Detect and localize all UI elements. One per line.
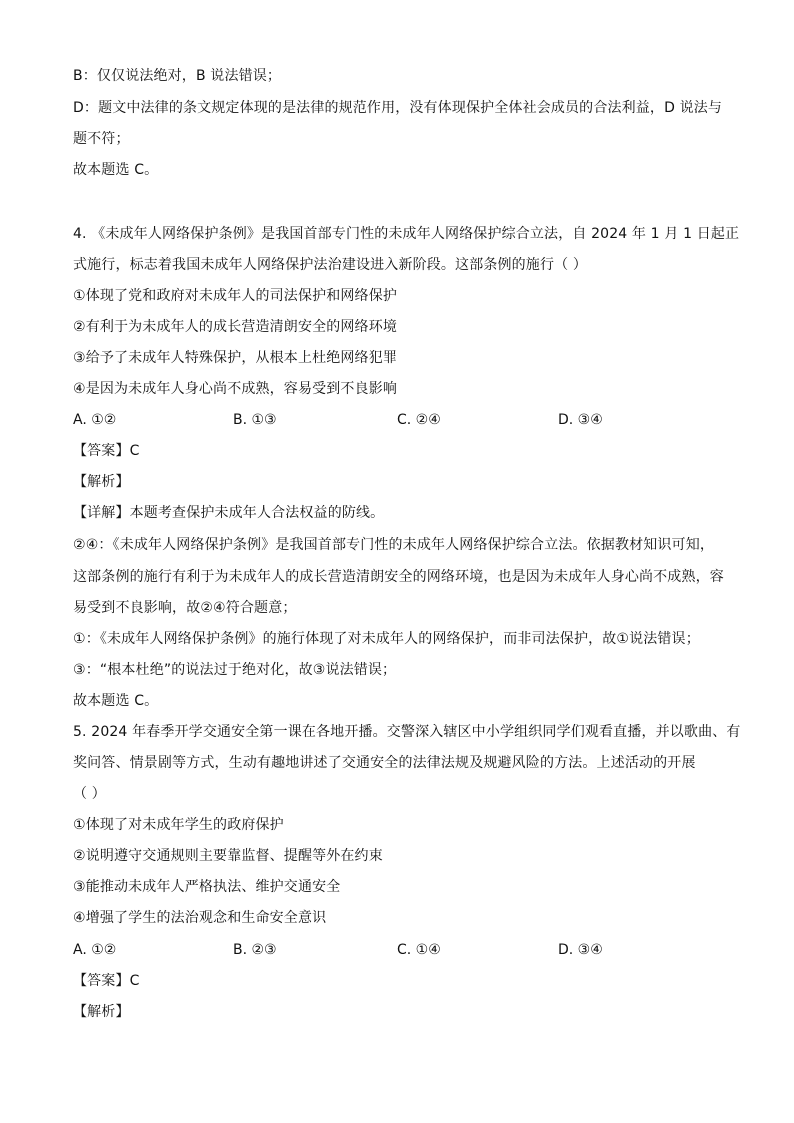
prev-option-b-explanation: B：仅仅说法绝对，B 说法错误；	[73, 68, 282, 84]
q5-options	[73, 940, 733, 960]
q4-stem-line2: 式施行，标志着我国未成年人网络保护法治建设进入新阶段。这部条例的施行（ ）	[73, 257, 587, 273]
q5-stem-line2: 奖问答、情景剧等方式，生动有趣地讲述了交通安全的法律法规及规避风险的方法。上述活动的开展	[73, 755, 696, 771]
q5-item-4: ④增强了学生的法治观念和生命安全意识	[73, 910, 327, 926]
q4-option-c: C. ②④	[397, 412, 441, 428]
q4-explanation-line5: ③：“根本杜绝”的说法过于绝对化，故③说法错误；	[73, 662, 397, 678]
q5-answer: 【答案】C	[73, 973, 140, 989]
prev-conclusion: 故本题选 C。	[73, 162, 159, 178]
q4-explanation-line1: ②④：《未成年人网络保护条例》是我国首部专门性的未成年人网络保护综合立法。依据教材知识可知，	[73, 537, 714, 553]
q5-option-b: B. ②③	[233, 942, 277, 958]
q4-stem-line1: 4. 《未成年人网络保护条例》是我国首部专门性的未成年人网络保护综合立法，自 2024 年 1 月 1 日起正	[73, 226, 740, 242]
q5-item-1: ①体现了对未成年学生的政府保护	[73, 817, 284, 833]
q4-analysis-label: 【解析】	[73, 474, 130, 490]
q4-item-3: ③给予了未成年人特殊保护，从根本上杜绝网络犯罪	[73, 350, 397, 366]
q5-analysis-label: 【解析】	[73, 1004, 130, 1020]
q4-answer: 【答案】C	[73, 443, 140, 459]
prev-option-d-explanation-cont: 题不符；	[73, 131, 130, 147]
q5-stem-line3: （ ）	[73, 786, 106, 802]
q5-option-c: C. ①④	[397, 942, 441, 958]
q4-detail: 【详解】本题考查保护未成年人合法权益的防线。	[73, 505, 385, 521]
q4-explanation-line3: 易受到不良影响，故②④符合题意；	[73, 600, 297, 616]
prev-option-d-explanation: D：题文中法律的条文规定体现的是法律的规范作用，没有体现保护全体社会成员的合法利益，D 说法与	[73, 100, 723, 116]
q4-options	[73, 410, 733, 430]
q4-conclusion: 故本题选 C。	[73, 693, 159, 709]
q4-option-b: B. ①③	[233, 412, 277, 428]
q5-item-2: ②说明遵守交通规则主要靠监督、提醒等外在约束	[73, 848, 383, 864]
q4-item-2: ②有利于为未成年人的成长营造清朗安全的网络环境	[73, 319, 397, 335]
q4-item-1: ①体现了党和政府对未成年人的司法保护和网络保护	[73, 288, 397, 304]
q4-option-a: A. ①②	[73, 412, 117, 428]
q5-option-d: D. ③④	[558, 942, 603, 958]
q4-option-d: D. ③④	[558, 412, 603, 428]
q5-item-3: ③能推动未成年人严格执法、维护交通安全	[73, 879, 341, 895]
q4-explanation-line2: 这部条例的施行有利于为未成年人的成长营造清朗安全的网络环境，也是因为未成年人身心尚不成熟，容	[73, 569, 724, 585]
q5-stem-line1: 5. 2024 年春季开学交通安全第一课在各地开播。交警深入辖区中小学组织同学们观看直播，并以歌曲、有	[73, 724, 741, 740]
q5-option-a: A. ①②	[73, 942, 117, 958]
q4-item-4: ④是因为未成年人身心尚不成熟，容易受到不良影响	[73, 381, 397, 397]
q4-explanation-line4: ①：《未成年人网络保护条例》的施行体现了对未成年人的网络保护，而非司法保护，故①说法错误；	[73, 631, 700, 647]
